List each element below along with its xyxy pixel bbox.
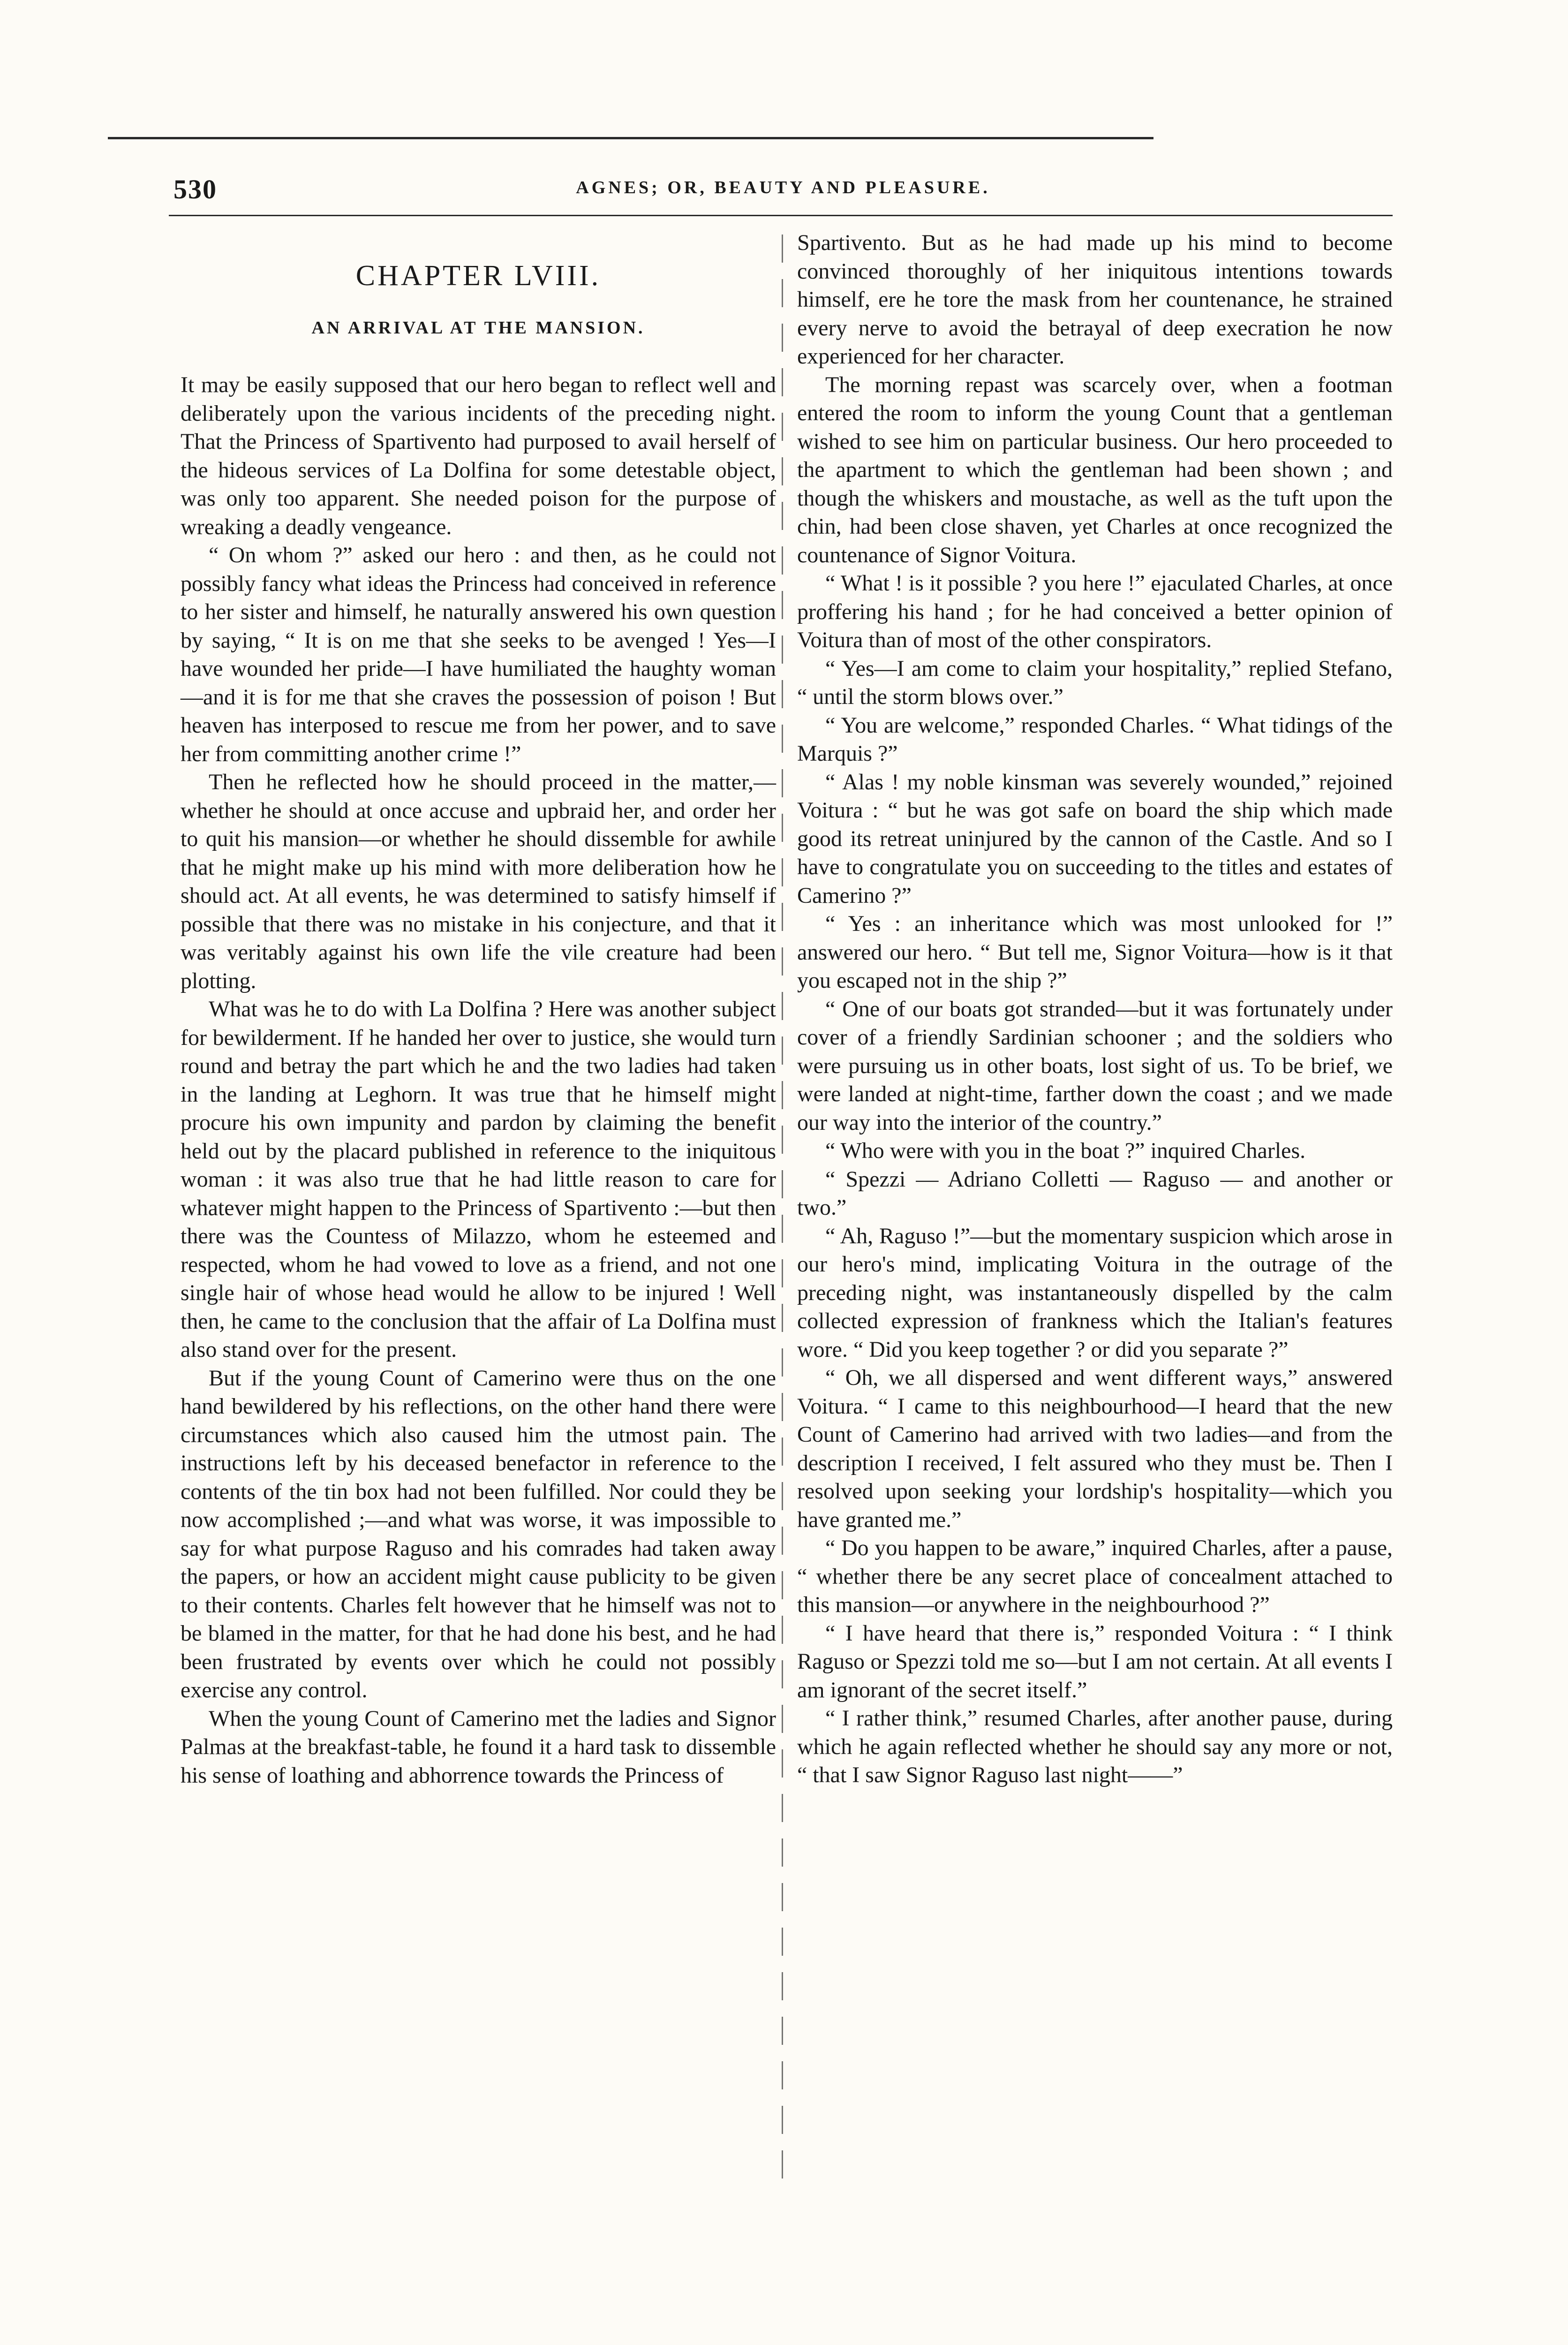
top-rule (108, 137, 1153, 139)
page-header (173, 174, 1393, 216)
column-divider (782, 234, 783, 2195)
paragraph: It may be easily supposed that our hero began to reflect well and deliberately upon the various incidents of the preceding night. That the Princess of Spartivento had purposed to avail herself of the hideous services of La Dolfina for some detestable object, was only too apparent. She needed poison for the purpose of wreaking a deadly vengeance. (181, 372, 776, 539)
paragraph: “ On whom ?” asked our hero : and then, as he could not possibly fancy what ideas the Princess had conceived in reference to her sister and himself, he naturally answered his own question by saying, “ It is on me that she seeks to be avenged ! Yes—I have wounded her pride—I have humiliated the haughty woman—and it is for me that she craves the possession of poison ! But heaven has interposed to rescue me from her power, and to save her from committing another crime !” (181, 543, 776, 766)
paragraph: What was he to do with La Dolfina ? Here was another subject for bewilderment. If he handed her over to justice, she would turn round and betray the part which he and the two ladies had taken in the landing at Leghorn. It was true that he himself might procure his own impunity and pardon by claiming the benefit held out by the placard published in reference to the iniquitous woman : it was also true that he had little reason to care for whatever might happen to the Princess of Spartivento :—but then there was the Countess of Milazzo, whom he esteemed and respected, whom he had vowed to love as a friend, and not one single hair of whose head would he allow to be injured ! Well then, he came to the conclusion that the affair of La Dolfina must also stand over for the present. (181, 997, 776, 1362)
paragraph: “ Alas ! my noble kinsman was severely wounded,” rejoined Voitura : “ but he was got safe on board the ship which made good its retreat uninjured by the cannon of the Castle. And so I have to congratulate you on succeeding to the titles and estates of Camerino ?” (797, 769, 1393, 908)
paragraph: When the young Count of Camerino met the ladies and Signor Palmas at the breakfast-table, he found it a hard task to dissemble his sense of loathing and abhorrence towards the Princess of (181, 1706, 776, 1788)
paragraph: “ Spezzi — Adriano Colletti — Raguso — and another or two.” (797, 1166, 1393, 1220)
paragraph: “ Yes : an inheritance which was most unlooked for !” answered our hero. “ But tell me, Signor Voitura—how is it that you escaped not in the ship ?” (797, 911, 1393, 993)
running-head: AGNES; OR, BEAUTY AND PLEASURE. (576, 178, 990, 197)
chapter-title: CHAPTER LVIII. (355, 260, 601, 292)
paragraph: “ I rather think,” resumed Charles, after another pause, during which he again reflected whether he should say any more or not, “ that I saw Signor Raguso last night——” (797, 1706, 1393, 1787)
paragraph: “ Ah, Raguso !”—but the momentary suspicion which arose in our hero's mind, implicating Voitura in the outrage of the preceding night, was instantaneously dispelled by the calm collected expression of frankness which the Italian's features wore. “ Did you keep together ? or did you separate ?” (797, 1223, 1393, 1362)
header-rule (169, 215, 1393, 216)
page-number: 530 (173, 174, 217, 204)
paragraph: “ What ! is it possible ? you here !” ejaculated Charles, at once proffering his hand ; for he had conceived a better opinion of Voitura than of most of the other conspirators. (797, 571, 1393, 652)
paragraph: “ I have heard that there is,” responded Voitura : “ I think Raguso or Spezzi told me so—but I am not certain. At all events I am ignorant of the secret itself.” (797, 1620, 1393, 1702)
chapter-subtitle: AN ARRIVAL AT THE MANSION. (311, 318, 645, 338)
paragraph: “ One of our boats got stranded—but it was fortunately under cover of a friendly Sardinian schooner ; and the soldiers who were pursuing us in other boats, lost sight of us. To be brief, we were landed at night-time, farther down the coast ; and we made our way into the interior of the country.” (797, 996, 1393, 1135)
paragraph: Spartivento. But as he had made up his mind to become convinced thoroughly of her iniquitous intentions towards himself, ere he tore the mask from her countenance, he strained every nerve to avoid the betrayal of deep execration he now experienced for her character. (797, 230, 1393, 369)
paragraph: “ Yes—I am come to claim your hospitality,” replied Stefano, “ until the storm blows over.” (797, 656, 1393, 709)
paragraph: “ You are welcome,” responded Charles. “ What tidings of the Marquis ?” (797, 712, 1393, 766)
left-column (181, 229, 776, 1790)
paragraph: But if the young Count of Camerino were thus on the one hand bewildered by his reflections, on the other hand there were circumstances which also caused him the utmost pain. The instructions left by his deceased benefactor in reference to the contents of the tin box had not been fulfilled. Nor could they be now accomplished ;—and what was worse, it was impossible to say for what purpose Raguso and his comrades had taken away the papers, or how an accident might cause publicity to be given to their contents. Charles felt however that he himself was not to be blamed in the matter, for that he had done his best, and he had been frustrated by events over which he could not possibly exercise any control. (181, 1365, 776, 1702)
paragraph: The morning repast was scarcely over, when a footman entered the room to inform the young Count that a gentleman wished to see him on particular business. Our hero proceeded to the apartment to which the gentleman had been shown ; and though the whiskers and moustache, as well as the tuft upon the chin, had been close shaven, yet Charles at once recognized the countenance of Signor Voitura. (797, 372, 1393, 567)
paragraph: “ Do you happen to be aware,” inquired Charles, after a pause, “ whether there be any secret place of concealment attached to this mansion—or anywhere in the neighbourhood ?” (797, 1536, 1393, 1617)
paragraph: “ Oh, we all dispersed and went different ways,” answered Voitura. “ I came to this neighbourhood—I heard that the new Count of Camerino had arrived with two ladies—and from the description I received, I felt assured who they must be. Then I resolved upon seeking your lordship's hospitality—which you have granted me.” (797, 1365, 1393, 1532)
right-column (797, 229, 1393, 1790)
paragraph: Then he reflected how he should proceed in the matter,—whether he should at once accuse and upbraid her, and order her to quit his mansion—or whether he should dissemble for awhile that he might make up his mind with more deliberation how he should act. At all events, he was determined to satisfy himself if possible that there was no mistake in his conjecture, and that it was veritably against his own life the vile creature had been plotting. (181, 770, 776, 993)
paragraph: “ Who were with you in the boat ?” inquired Charles. (825, 1138, 1306, 1163)
